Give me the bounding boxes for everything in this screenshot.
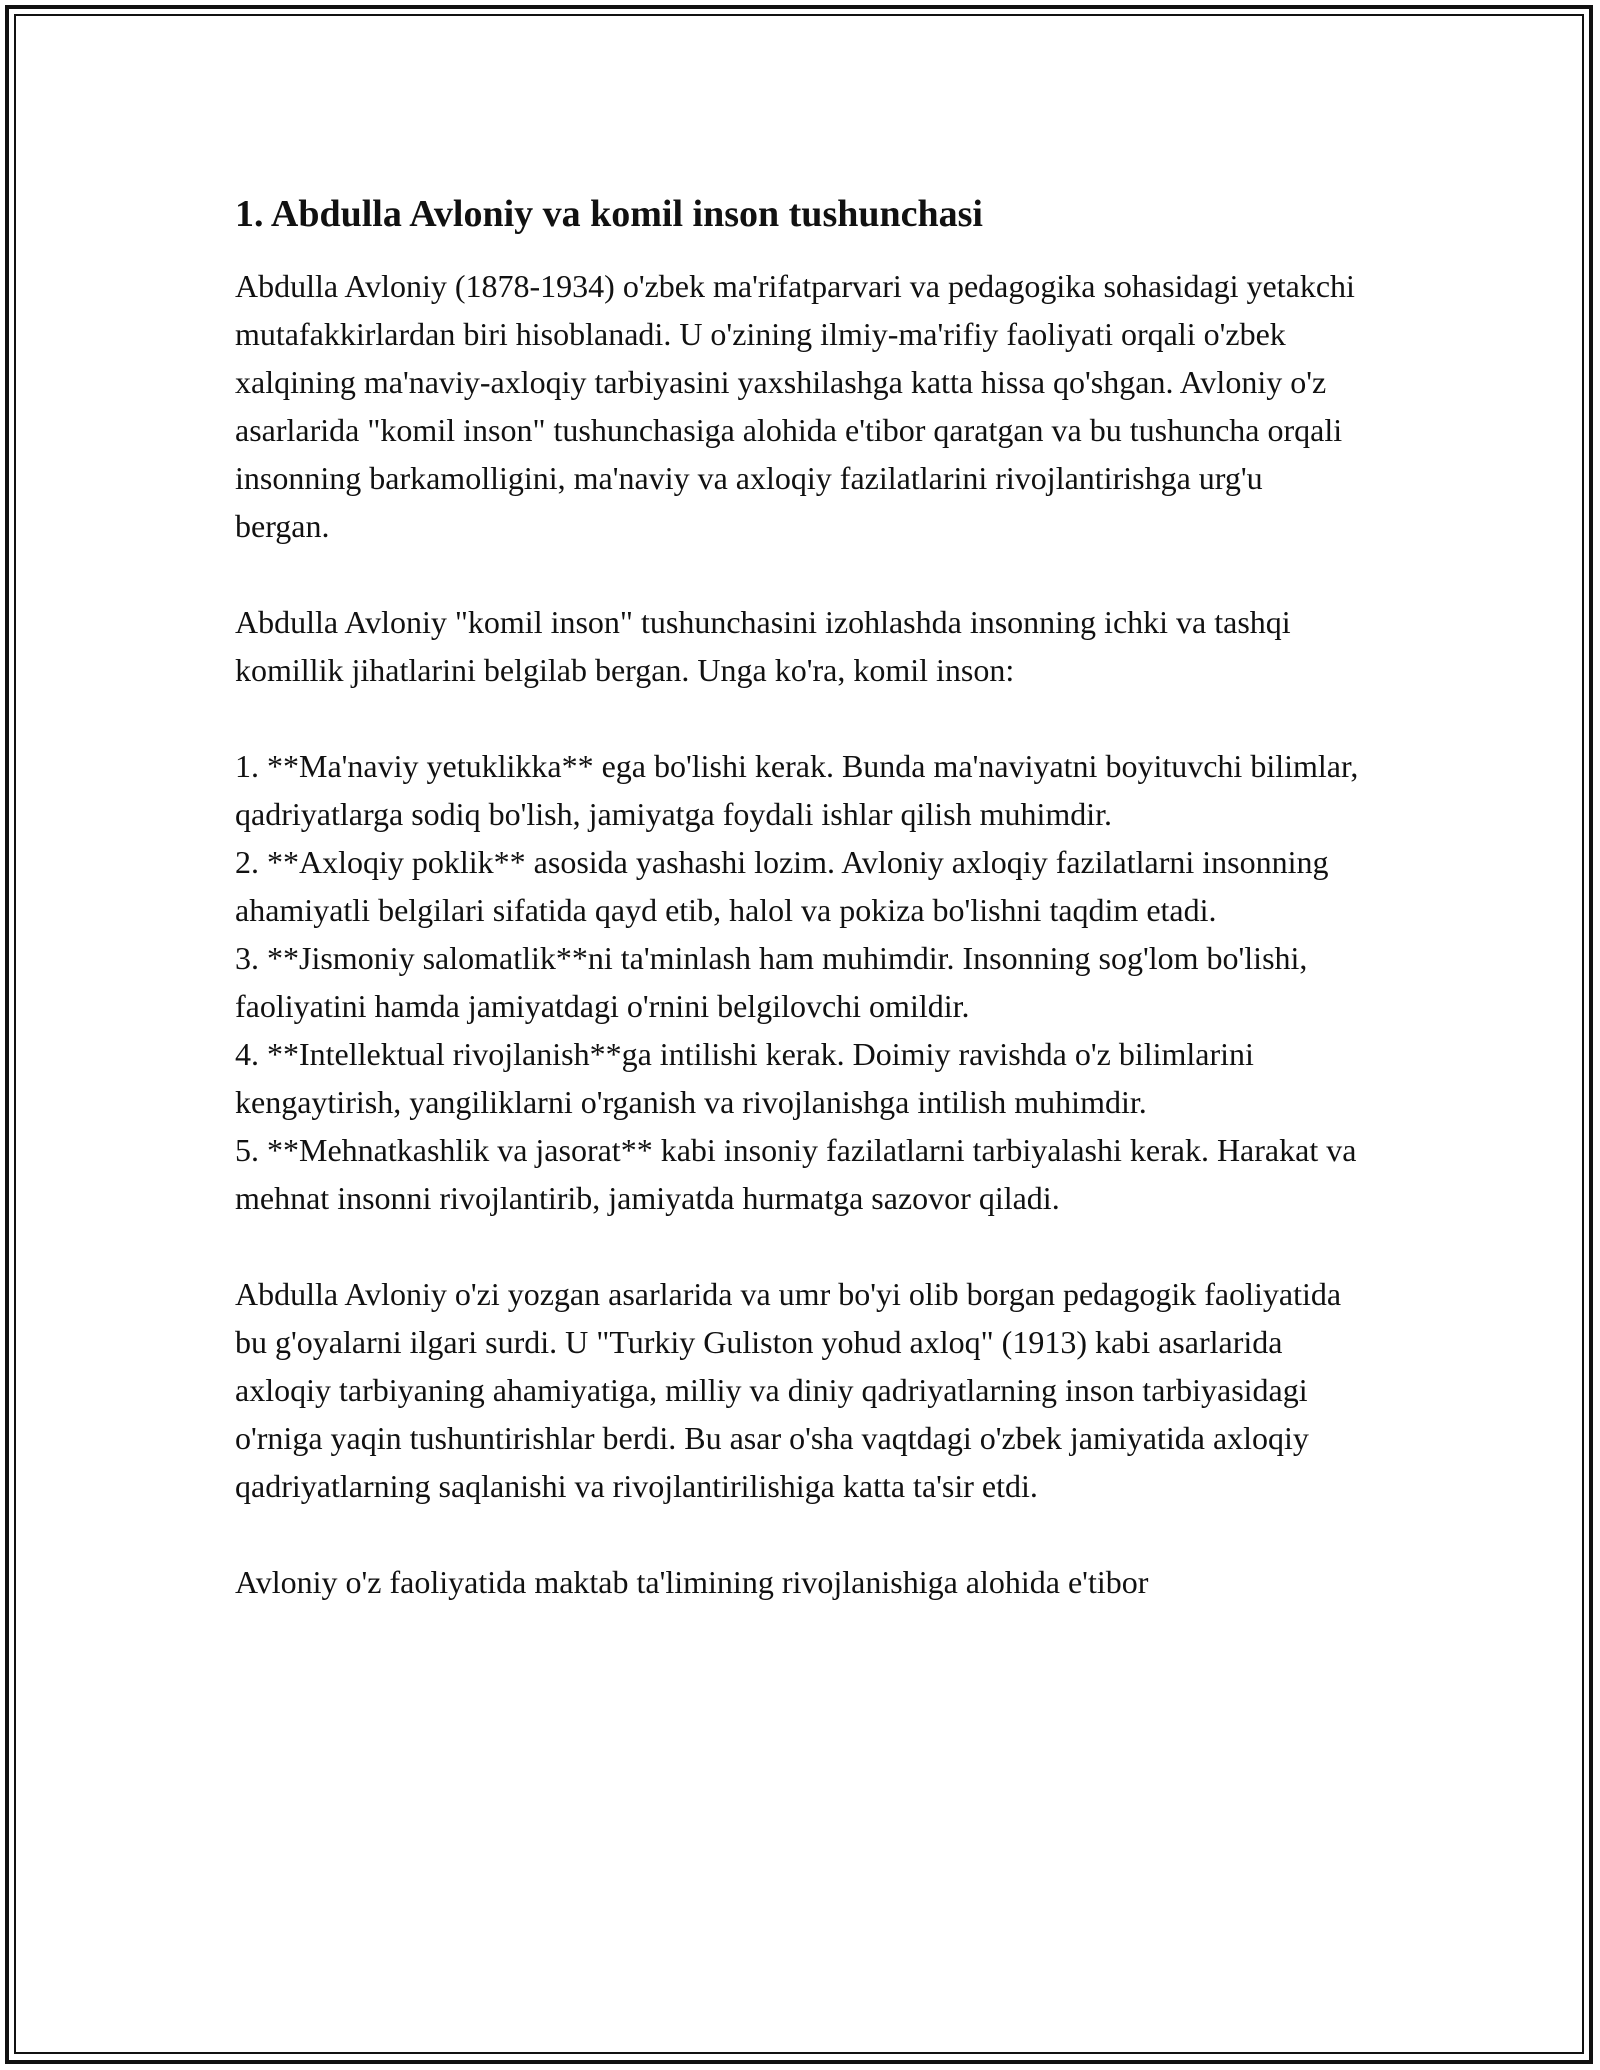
list-item: 1. **Ma'naviy yetuklikka** ega bo'lishi kerak. Bunda ma'naviyatni boyituvchi bilimlar, qadriyatlarga sodiq bo'lish, jamiyatga foydali ishlar qilish muhimdir.: [235, 748, 1359, 832]
page-title: 1. Abdulla Avloniy va komil inson tushunchasi: [235, 193, 983, 235]
qualities-list: [235, 742, 1365, 1222]
intro-paragraph: Abdulla Avloniy (1878-1934) o'zbek ma'rifatparvari va pedagogika sohasidagi yetakchi mutafakkirlardan biri hisoblanadi. U o'zining ilmiy-ma'rifiy faoliyati orqali o'zbek xalqining ma'naviy-axloqiy tarbiyasini yaxshilashga katta hissa qo'shgan. Avloniy o'z asarlarida "komil inson" tushunchasiga alohida e'tibor qaratgan va bu tushuncha orqali insonning barkamolligini, ma'naviy va axloqiy fazilatlarini rivojlantirishga urg'u bergan.: [235, 268, 1355, 544]
document-body: [235, 190, 1365, 1606]
list-item: 2. **Axloqiy poklik** asosida yashashi lozim. Avloniy axloqiy fazilatlarni insonning ahamiyatli belgilari sifatida qayd etib, halol va pokiza bo'lishni taqdim etadi.: [235, 844, 1329, 928]
list-item: 4. **Intellektual rivojlanish**ga intilishi kerak. Doimiy ravishda o'z bilimlarini kengaytirish, yangiliklarni o'rganish va rivojlanishga intilish muhimdir.: [235, 1036, 1254, 1120]
works-paragraph: Abdulla Avloniy o'zi yozgan asarlarida va umr bo'yi olib borgan pedagogik faoliyatida bu g'oyalarni ilgari surdi. U "Turkiy Guliston yohud axloq" (1913) kabi asarlarida axloqiy tarbiyaning ahamiyatiga, milliy va diniy qadriyatlarning inson tarbiyasidagi o'rniga yaqin tushuntirishlar berdi. Bu asar o'sha vaqtdagi o'zbek jamiyatida axloqiy qadriyatlarning saqlanishi va rivojlantirilishiga katta ta'sir etdi.: [235, 1276, 1342, 1504]
school-paragraph: Avloniy o'z faoliyatida maktab ta'limining rivojlanishiga alohida e'tibor: [235, 1564, 1149, 1600]
definition-lead-paragraph: Abdulla Avloniy "komil inson" tushunchasini izohlashda insonning ichki va tashqi komillik jihatlarini belgilab bergan. Unga ko'ra, komil inson:: [235, 604, 1291, 688]
list-item: 5. **Mehnatkashlik va jasorat** kabi insoniy fazilatlarni tarbiyalashi kerak. Harakat va mehnat insonni rivojlantirib, jamiyatda hurmatga sazovor qiladi.: [235, 1132, 1357, 1216]
list-item: 3. **Jismoniy salomatlik**ni ta'minlash ham muhimdir. Insonning sog'lom bo'lishi, faoliyatini hamda jamiyatdagi o'rnini belgilovchi omildir.: [235, 940, 1308, 1024]
